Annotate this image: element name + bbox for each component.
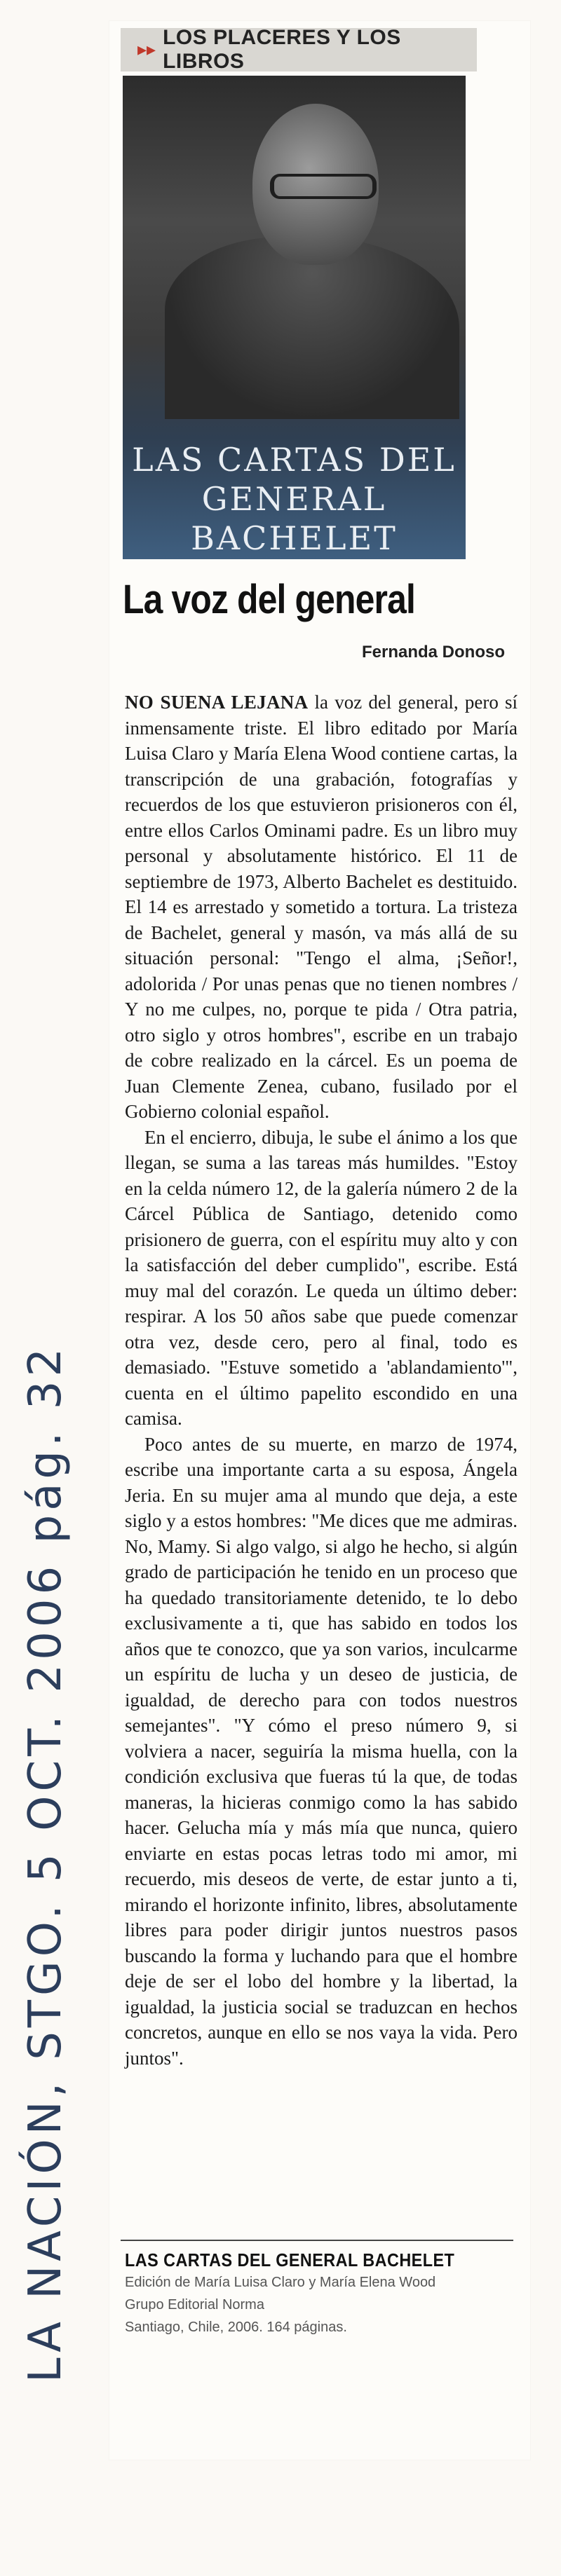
article-body [125, 690, 518, 2071]
article-paragraph-1-text: la voz del general, pero sí inmensamente triste. El libro editado por María Luisa Claro y María Elena Wood contiene cartas, la transcripción de una grabación, fotografías y recuerdos de los que estuvieron prisioneros con él, entre ellos Carlos Ominami padre. Es un libro muy personal y absolutamente histórico. El 11 de septiembre de 1973, Alberto Bachelet es destituido. El 14 es arrestado y sometido a tortura. La tristeza de Bachelet, general y masón, va más allá de su situación personal: "Tengo el alma, ¡Señor!, adolorida / Por unas penas que no tienen nombres / Y no me culpes, no, porque te pida / Otra patria, otro siglo y otros hombres", escribe en un trabajo de cobre realizado en la cárcel. Es un poema de Juan Clemente Zenea, cubano, fusilado por el Gobierno colonial español. [125, 692, 518, 1122]
article-paragraph-2: En el encierro, dibuja, le sube el ánimo a los que llegan, se suma a las tareas más humildes. "Estoy en la celda número 12, de la galería número 2 de la Cárcel Pública de Santiago, detenido como prisionero de guerra, con el espíritu muy alto y con la satisfacción del deber cumplido", escribe. Está muy mal del corazón. Le queda un último deber: respirar. A los 50 años sabe que puede comenzar otra vez, desde cero, pero al final, todo es demasiado. "Estuve sometido a 'ablandamiento'", cuenta en el último papelito escondido en una camisa. [125, 1126, 518, 1429]
article-headline: La voz del general [123, 577, 415, 622]
section-header [121, 28, 477, 71]
section-marker-icon: ▸▸ [137, 39, 156, 60]
book-cover-image [123, 76, 466, 559]
divider [121, 2240, 513, 2241]
cover-title [123, 440, 466, 558]
section-label: LOS PLACERES Y LOS LIBROS [163, 26, 401, 73]
book-info-publisher: Grupo Editorial Norma [125, 2297, 264, 2313]
handwritten-citation [6, 329, 83, 2397]
book-info [125, 2249, 518, 2338]
handwritten-citation-text: LA NACIÓN, STGO. 5 OCT. 2006 pág. 32 [20, 1343, 72, 2383]
article-paragraph-1 [125, 690, 518, 1125]
book-info-editors: Edición de María Luisa Claro y María Elena Wood [125, 2275, 436, 2290]
book-info-details: Santiago, Chile, 2006. 164 páginas. [125, 2320, 347, 2335]
article-byline: Fernanda Donoso [361, 643, 505, 662]
handwritten-citation-svg [6, 329, 83, 2397]
cover-title-line2: GENERAL BACHELET [191, 480, 398, 557]
cover-photo-glasses [270, 174, 377, 199]
cover-title-line1: LAS CARTAS DEL [132, 441, 457, 479]
book-info-title: LAS CARTAS DEL GENERAL BACHELET [125, 2249, 455, 2270]
article-lead: NO SUENA LEJANA [125, 692, 309, 713]
article-paragraph-3: Poco antes de su muerte, en marzo de 1974, escribe una importante carta a su esposa, Ángela Jeria. En su mujer ama al mundo que deja, a este siglo y a estos hombres: "Me dices que me admiras. No, Mamy. Si algo valgo, si algo he hecho, si algún grado de participación he tenido en un proceso que ha quedado transitoriamente detenido, te lo debo exclusivamente a ti, que has sabido en todos los años que te conozco, que ya son varios, inculcarme un espíritu de lucha y un deseo de justicia, de igualdad, de derecho para con todos nuestros semejantes". "Y cómo el preso número 9, si volviera a nacer, seguiría la misma huella, con la condición exclusiva que fueras tú la que, de todas maneras, la hicieras conmigo como la has sabido hacer. Gelucha mía y más mía que nunca, quiero enviarte en estas pocas letras todo mi amor, mi recuerdo, mis deseos de verte, de estar junto a ti, mirando el horizonte infinito, libres, absolutamente libres para poder dirigir juntos nuestros pasos buscando la forma y luchando para que el hombre deje de ser el lobo del hombre y la libertad, la igualdad, la justicia social se traduzcan en hechos concretos, aunque en ello se nos vaya la vida. Pero juntos". [125, 1433, 518, 2069]
